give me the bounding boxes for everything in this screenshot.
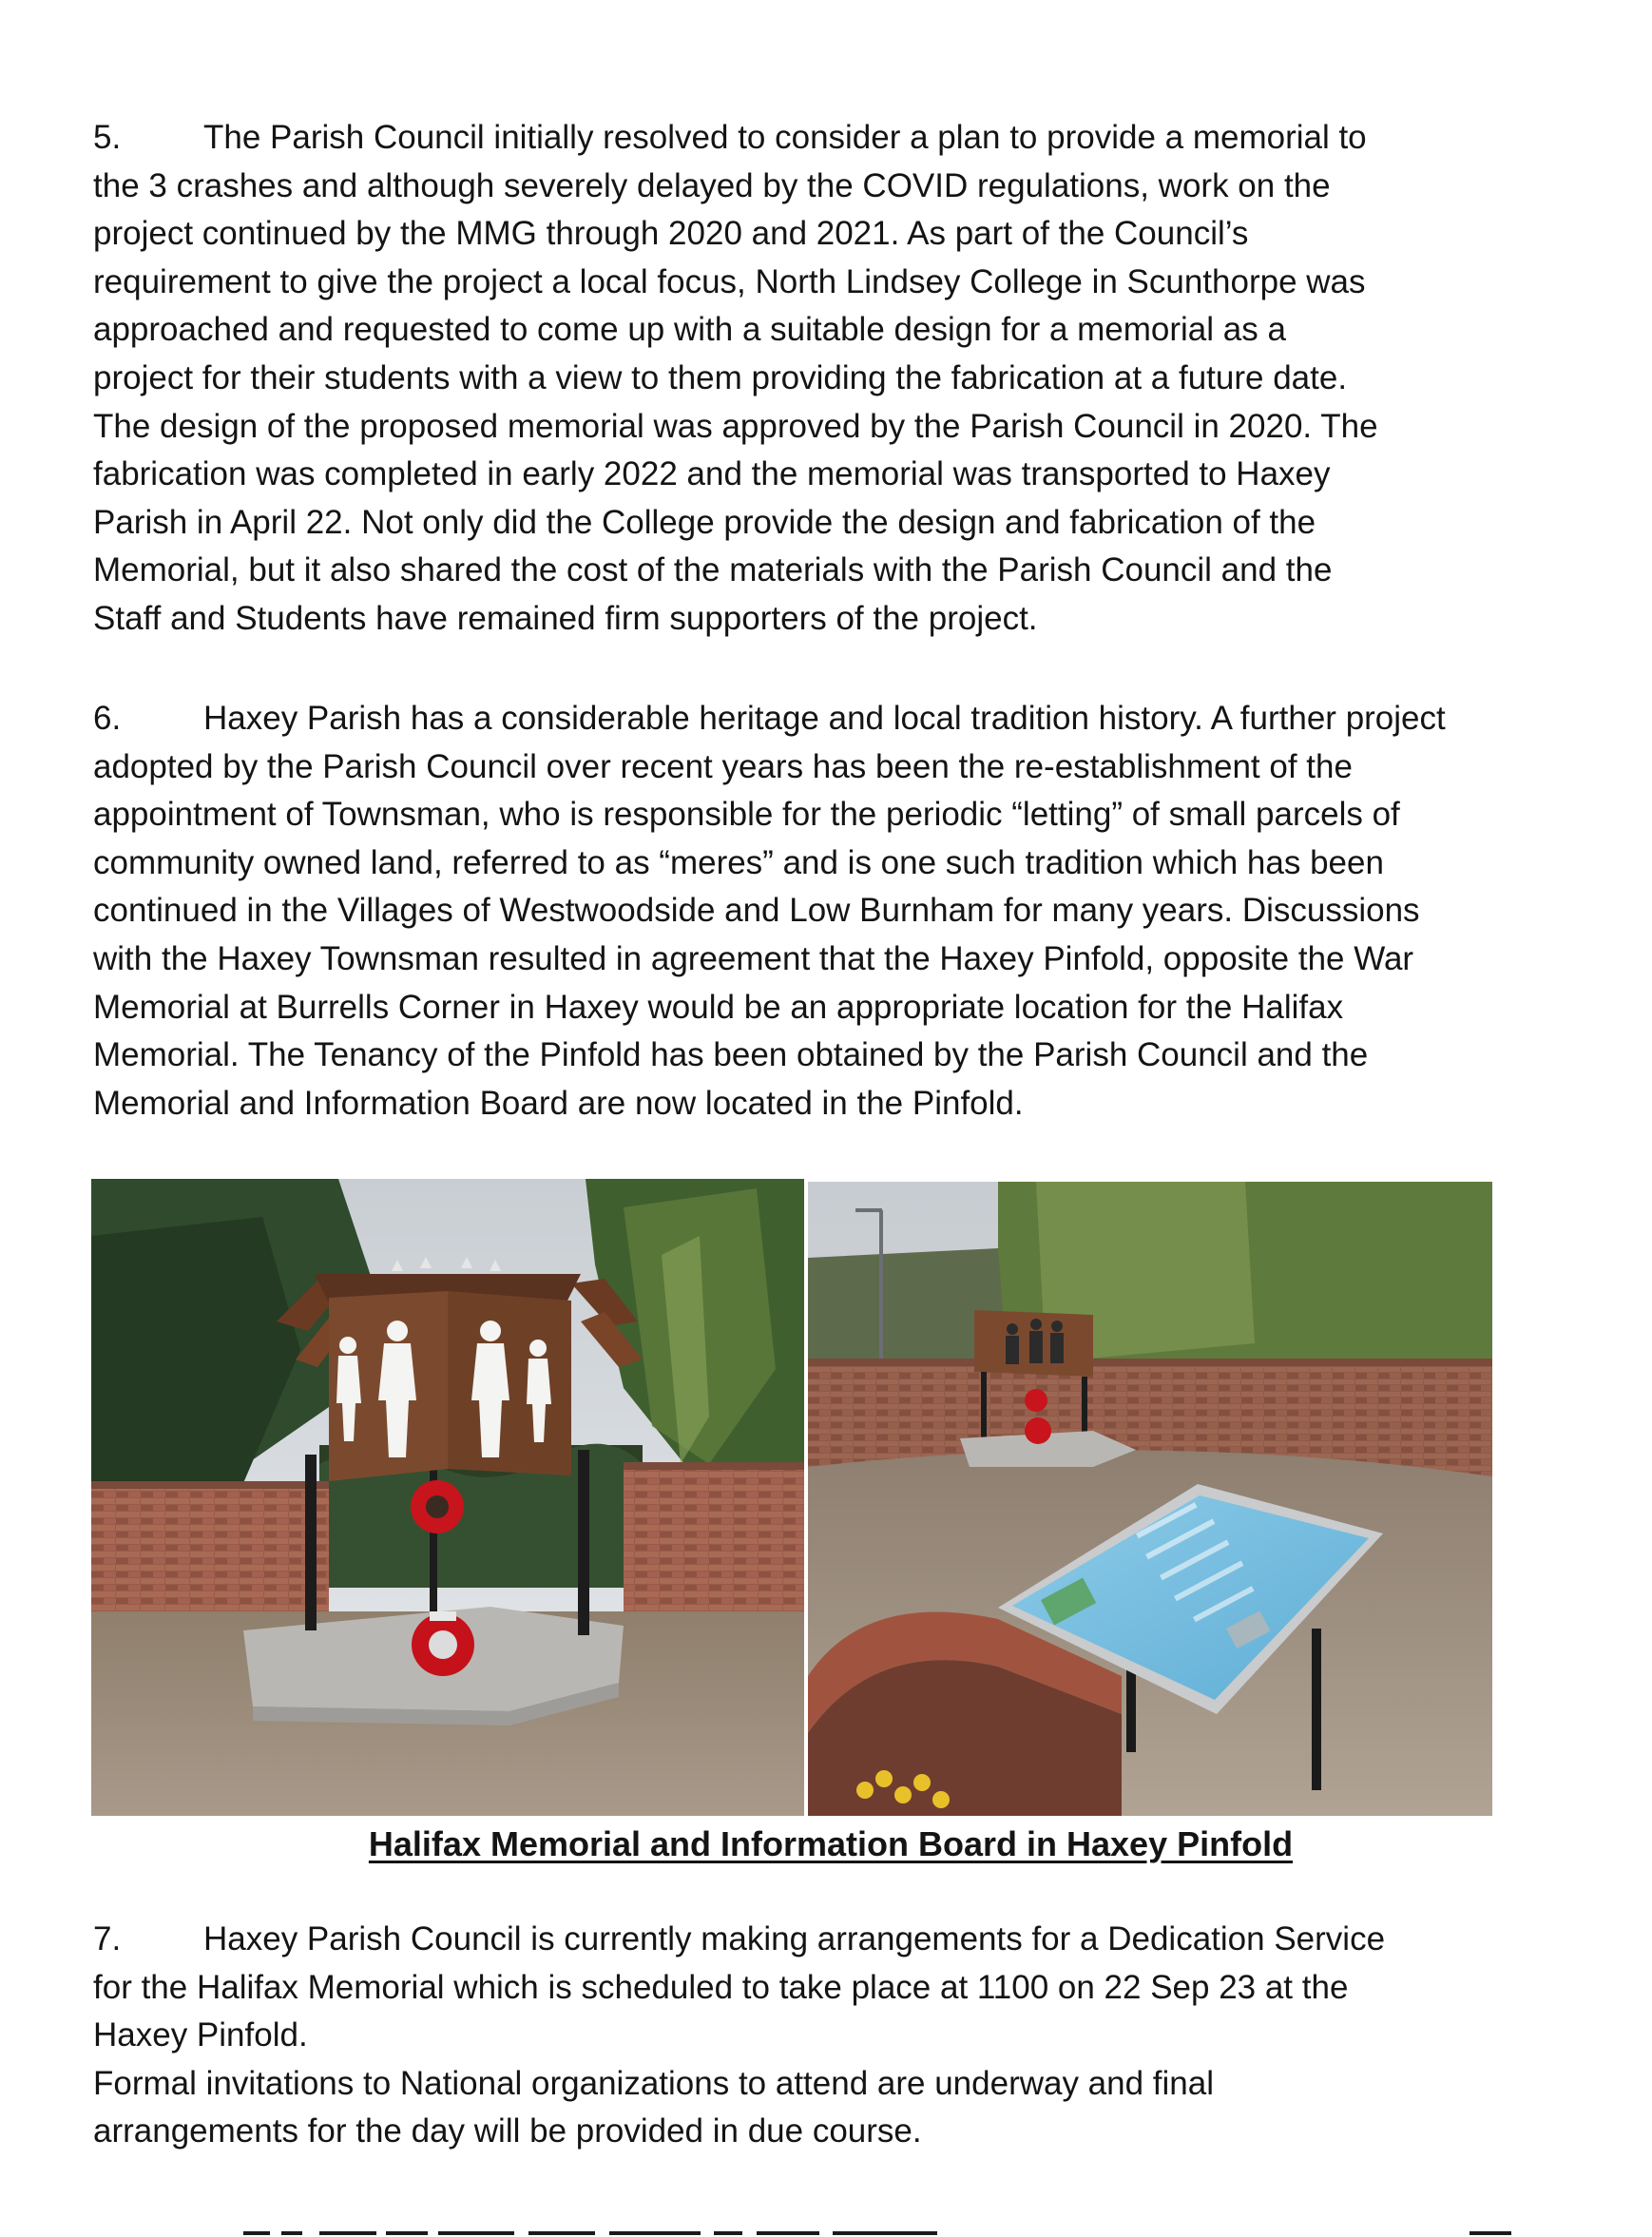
paragraph-line: The design of the proposed memorial was approved by the Parish Council in 2020. The (93, 407, 1378, 445)
paragraph-line: Staff and Students have remained firm supporters of the project. (93, 599, 1038, 637)
paragraph-line: project for their students with a view to them providing the fabrication at a future date. (93, 358, 1348, 396)
paragraph-line: fabrication was completed in early 2022 and the memorial was transported to Haxey (93, 455, 1331, 493)
paragraph-6 (93, 695, 1595, 1128)
paragraph-line: Formal invitations to National organizations to attend are underway and final (93, 2064, 1215, 2102)
paragraph-number: 5. (93, 119, 122, 156)
paragraph-line: for the Halifax Memorial which is scheduled to take place at 1100 on 22 Sep 23 at the (93, 1968, 1349, 2006)
paragraph-line: Memorial. The Tenancy of the Pinfold has been obtained by the Parish Council and the (93, 1036, 1369, 1074)
paragraph-number: 6. (93, 700, 122, 737)
paragraph-line: requirement to give the project a local focus, North Lindsey College in Scunthorpe was (93, 262, 1366, 300)
paragraph-line: appointment of Townsman, who is responsible for the periodic “letting” of small parcels of (93, 796, 1400, 834)
paragraph-line: adopted by the Parish Council over recent years has been the re-establishment of the (93, 747, 1353, 785)
memorial-illustration (91, 1179, 804, 1816)
memorial-photo (91, 1179, 804, 1816)
paragraph-line: 7. Haxey Parish Council is currently making arrangements for a Dedication Service (93, 1916, 1595, 1964)
cut-off-text-fragment (243, 2225, 1536, 2237)
memorial-photos (91, 1179, 1492, 1816)
paragraph-7 (93, 1916, 1595, 2156)
paragraph-line: Haxey Pinfold. (93, 2016, 308, 2054)
paragraph-number: 7. (93, 1920, 122, 1957)
figure-caption-text: Halifax Memorial and Information Board in Haxey Pinfold (368, 1824, 1294, 1863)
paragraph-line: 5. The Parish Council initially resolved to consider a plan to provide a memorial to (93, 114, 1595, 163)
paragraph-line: approached and requested to come up with a suitable design for a memorial as a (93, 311, 1286, 349)
paragraph-line: Parish in April 22. Not only did the College provide the design and fabrication of the (93, 503, 1316, 541)
cut-off-text-line (243, 2225, 1536, 2237)
information-board-illustration (808, 1182, 1492, 1816)
paragraph-line: Memorial, but it also shared the cost of the materials with the Parish Council and the (93, 551, 1333, 589)
paragraph-line: the 3 crashes and although severely delayed by the COVID regulations, work on the (93, 166, 1331, 204)
paragraph-line: continued in the Villages of Westwoodside and Low Burnham for many years. Discussions (93, 892, 1420, 930)
information-board-photo (808, 1182, 1492, 1816)
paragraph-line: 6. Haxey Parish has a considerable heritage and local tradition history. A further project (93, 695, 1595, 743)
paragraph-line: project continued by the MMG through 2020 and 2021. As part of the Council’s (93, 215, 1249, 253)
figure-caption (0, 1822, 1652, 1867)
paragraph-line: Memorial and Information Board are now located in the Pinfold. (93, 1084, 1024, 1122)
paragraph-5 (93, 114, 1595, 644)
paragraph-line: arrangements for the day will be provided in due course. (93, 2112, 922, 2150)
paragraph-line: community owned land, referred to as “meres” and is one such tradition which has been (93, 843, 1384, 881)
paragraph-line: with the Haxey Townsman resulted in agreement that the Haxey Pinfold, opposite the War (93, 939, 1414, 977)
paragraph-line: Memorial at Burrells Corner in Haxey would be an appropriate location for the Halifax (93, 988, 1344, 1026)
